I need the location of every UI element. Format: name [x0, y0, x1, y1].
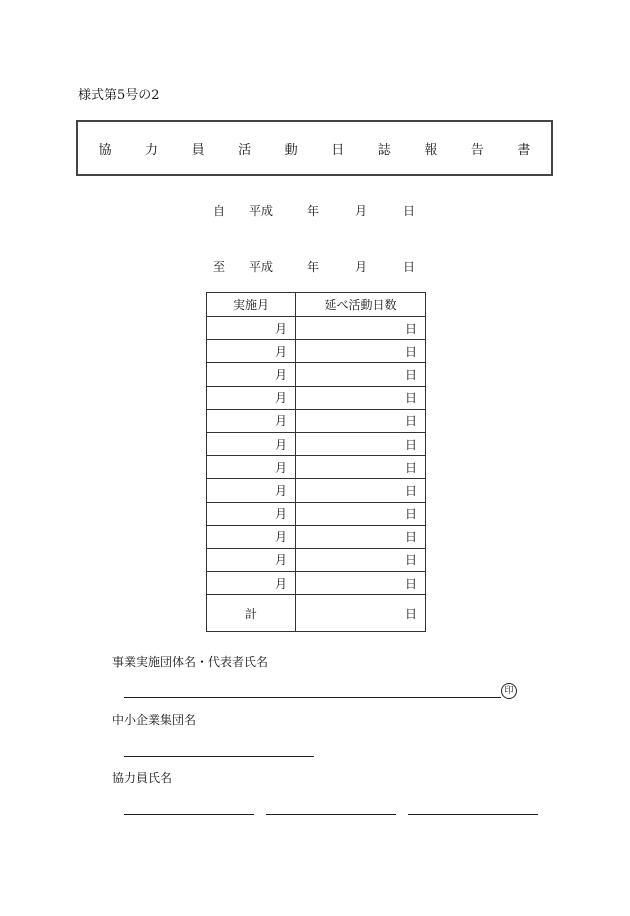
- title-char: 動: [284, 142, 298, 158]
- title-char: 報: [424, 142, 438, 158]
- table-row: [207, 456, 426, 479]
- table-row: [207, 502, 426, 525]
- title-char: 協: [98, 142, 112, 158]
- table-header-row: [207, 293, 426, 317]
- member-name-line-1[interactable]: [124, 814, 254, 815]
- title-char: 日: [331, 142, 345, 158]
- month-cell[interactable]: 月: [207, 456, 296, 479]
- period-to-day: 日: [403, 260, 416, 274]
- document-title: [76, 120, 553, 176]
- sme-group-line[interactable]: [124, 756, 314, 757]
- period-to-year: 年: [307, 260, 320, 274]
- month-cell[interactable]: 月: [207, 340, 296, 363]
- month-cell[interactable]: 月: [207, 572, 296, 595]
- title-char: 書: [517, 142, 531, 158]
- period-to-month: 月: [355, 260, 368, 274]
- days-cell[interactable]: 日: [296, 525, 426, 548]
- activity-days-table: [206, 292, 426, 632]
- title-char: 員: [191, 142, 205, 158]
- table-row: [207, 363, 426, 386]
- member-name-line-2[interactable]: [266, 814, 396, 815]
- days-cell[interactable]: 日: [296, 572, 426, 595]
- table-row: [207, 340, 426, 363]
- period-from-label: 自: [213, 204, 226, 218]
- total-label: 計: [207, 595, 296, 632]
- days-cell[interactable]: 日: [296, 432, 426, 455]
- table-row: [207, 525, 426, 548]
- sme-group-label: 中小企業集団名: [112, 713, 197, 727]
- organization-signature-line[interactable]: [124, 697, 501, 698]
- month-cell[interactable]: 月: [207, 363, 296, 386]
- organization-label: 事業実施団体名・代表者氏名: [112, 655, 269, 669]
- table-total-row: [207, 595, 426, 632]
- header-days: 延べ活動日数: [296, 293, 426, 317]
- month-cell[interactable]: 月: [207, 432, 296, 455]
- days-cell[interactable]: 日: [296, 479, 426, 502]
- table-row: [207, 386, 426, 409]
- month-cell[interactable]: 月: [207, 525, 296, 548]
- total-days-cell[interactable]: 日: [296, 595, 426, 632]
- title-char: 誌: [377, 142, 391, 158]
- month-cell[interactable]: 月: [207, 479, 296, 502]
- days-cell[interactable]: 日: [296, 363, 426, 386]
- days-cell[interactable]: 日: [296, 386, 426, 409]
- days-cell[interactable]: 日: [296, 456, 426, 479]
- table-row: [207, 572, 426, 595]
- days-cell[interactable]: 日: [296, 548, 426, 571]
- form-number: 様式第5号の2: [78, 88, 160, 103]
- days-cell[interactable]: 日: [296, 502, 426, 525]
- table-row: [207, 409, 426, 432]
- title-char: 力: [145, 142, 159, 158]
- period-from-era: 平成: [249, 204, 274, 218]
- seal-mark: 印: [501, 683, 517, 699]
- title-char: 活: [238, 142, 252, 158]
- period-to-era: 平成: [249, 260, 274, 274]
- header-month: 実施月: [207, 293, 296, 317]
- month-cell[interactable]: 月: [207, 409, 296, 432]
- days-cell[interactable]: 日: [296, 340, 426, 363]
- period-from-row: [213, 202, 423, 219]
- member-name-line-3[interactable]: [408, 814, 538, 815]
- title-char: 告: [470, 142, 484, 158]
- period-to-row: [213, 258, 423, 275]
- month-cell[interactable]: 月: [207, 386, 296, 409]
- member-name-label: 協力員氏名: [112, 771, 173, 785]
- table-row: [207, 548, 426, 571]
- period-to-label: 至: [213, 260, 226, 274]
- table-row: [207, 479, 426, 502]
- days-cell[interactable]: 日: [296, 317, 426, 340]
- table-row: [207, 317, 426, 340]
- table-row: [207, 432, 426, 455]
- period-from-year: 年: [307, 204, 320, 218]
- period-from-month: 月: [355, 204, 368, 218]
- period-from-day: 日: [403, 204, 416, 218]
- days-cell[interactable]: 日: [296, 409, 426, 432]
- month-cell[interactable]: 月: [207, 548, 296, 571]
- month-cell[interactable]: 月: [207, 317, 296, 340]
- month-cell[interactable]: 月: [207, 502, 296, 525]
